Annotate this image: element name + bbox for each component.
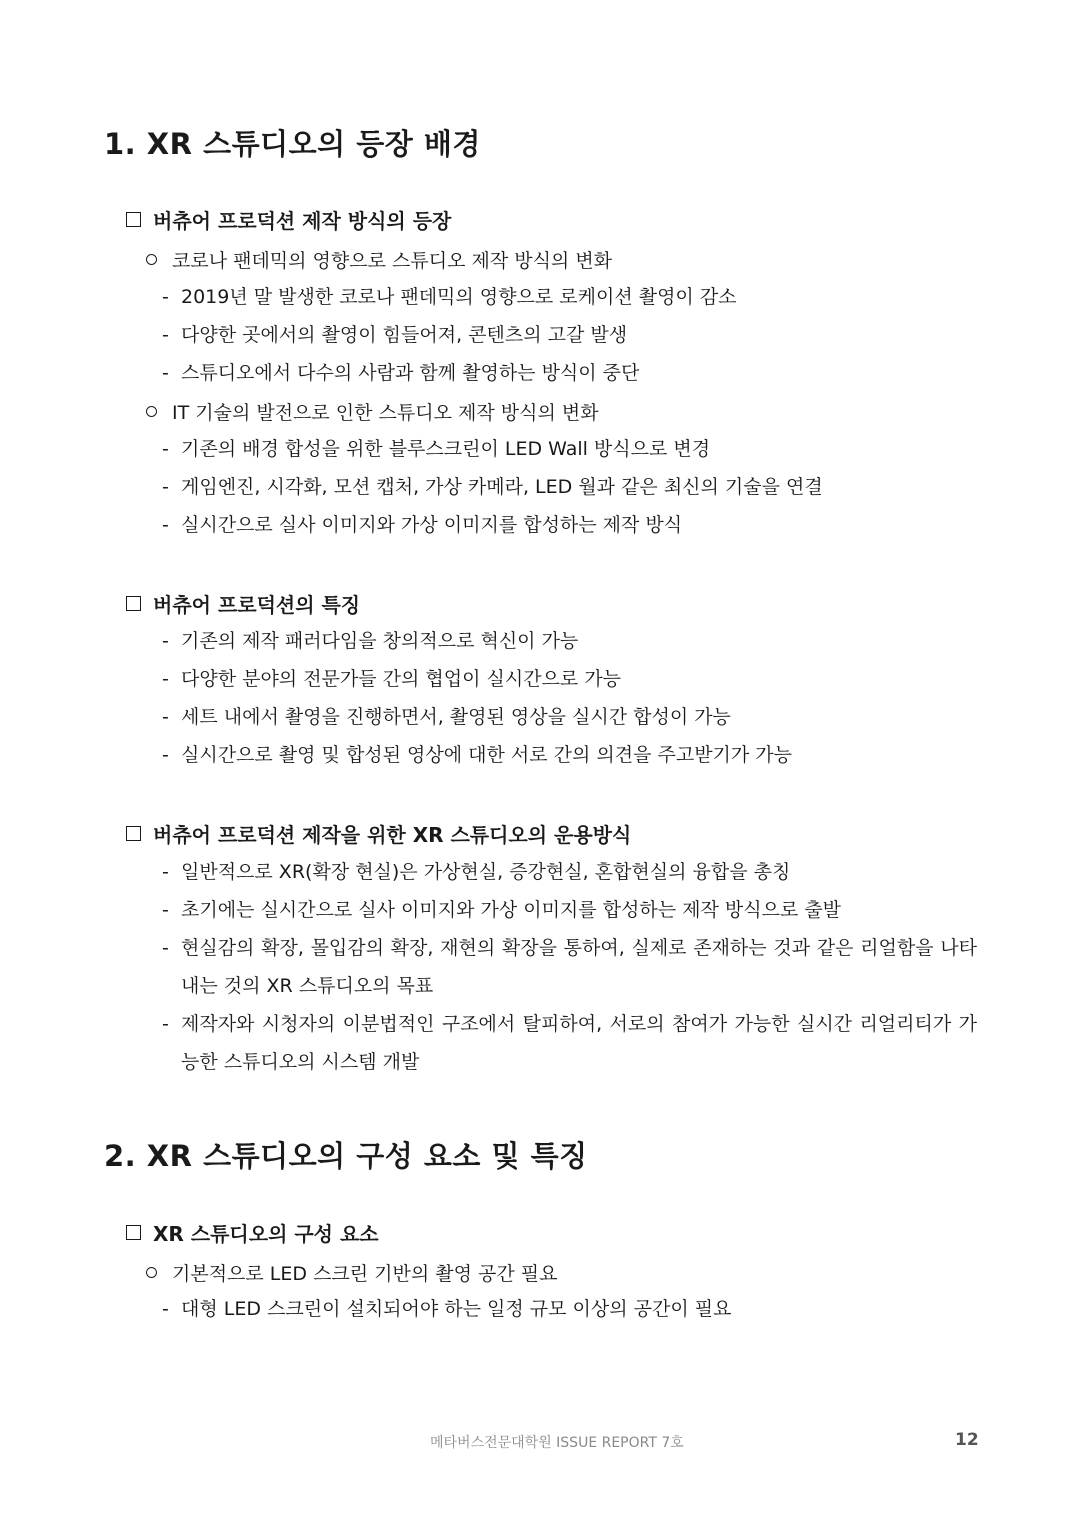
dash-marker: - <box>162 630 169 652</box>
list-item <box>162 622 977 660</box>
list-item-text: 2019년 말 발생한 코로나 팬데믹의 영향으로 로케이션 촬영이 감소 <box>181 286 737 308</box>
subsection-title-text: XR 스튜디오의 구성 요소 <box>153 1222 379 1246</box>
list-item <box>162 853 977 891</box>
list-item-text: 게임엔진, 시각화, 모션 캡처, 가상 카메라, LED 월과 같은 최신의 기술을 연결 <box>181 476 823 498</box>
list-item-text: 스튜디오에서 다수의 사람과 함께 촬영하는 방식이 중단 <box>181 362 640 384</box>
list-item <box>162 1005 977 1081</box>
dash-marker: - <box>162 324 169 346</box>
subsection-title-text: 버츄어 프로덕션의 특징 <box>153 593 361 617</box>
dash-marker: - <box>162 438 169 460</box>
page-number: 12 <box>955 1430 979 1450</box>
list-item-text: 대형 LED 스크린이 설치되어야 하는 일정 규모 이상의 공간이 필요 <box>181 1298 732 1320</box>
subsection-title-1-2 <box>126 589 360 618</box>
bullet-text: IT 기술의 발전으로 인한 스튜디오 제작 방식의 변화 <box>172 402 599 424</box>
section-heading-2: 2. XR 스튜디오의 구성 요소 및 특징 <box>104 1139 588 1173</box>
dash-marker: - <box>162 286 169 308</box>
subsection-title-2-1 <box>126 1218 379 1247</box>
dash-marker: - <box>162 514 169 536</box>
list-item-text: 세트 내에서 촬영을 진행하면서, 촬영된 영상을 실시간 합성이 가능 <box>181 706 731 728</box>
circle-bullet-icon <box>146 254 157 265</box>
dash-marker: - <box>162 937 169 959</box>
checkbox-square-icon <box>126 596 141 611</box>
circle-bullet-icon <box>146 406 157 417</box>
list-item <box>162 430 977 468</box>
list-item-text: 실시간으로 실사 이미지와 가상 이미지를 합성하는 제작 방식 <box>181 514 683 536</box>
dash-marker: - <box>162 362 169 384</box>
list-item <box>162 278 977 316</box>
list-item-text: 일반적으로 XR(확장 현실)은 가상현실, 증강현실, 혼합현실의 융합을 총칭 <box>181 861 791 883</box>
list-item <box>162 468 977 506</box>
dash-marker: - <box>162 1298 169 1320</box>
list-item-text: 다양한 곳에서의 촬영이 힘들어져, 콘텐츠의 고갈 발생 <box>181 324 628 346</box>
subsection-title-1-3 <box>126 819 631 848</box>
list-item <box>162 929 977 1005</box>
dash-marker: - <box>162 899 169 921</box>
list-item <box>162 316 977 354</box>
dash-marker: - <box>162 668 169 690</box>
dash-marker: - <box>162 706 169 728</box>
list-item-text: 다양한 분야의 전문가들 간의 협업이 실시간으로 가능 <box>181 668 622 690</box>
checkbox-square-icon <box>126 826 141 841</box>
list-item <box>162 354 977 392</box>
bullet-item <box>146 246 612 273</box>
list-item-text: 실시간으로 촬영 및 합성된 영상에 대한 서로 간의 의견을 주고받기가 가능 <box>181 744 793 766</box>
circle-bullet-icon <box>146 1267 157 1278</box>
list-item-text: 현실감의 확장, 몰입감의 확장, 재현의 확장을 통하여, 실제로 존재하는 것과 같은 리얼함을 나타내는 것의 XR 스튜디오의 목표 <box>181 937 977 997</box>
list-item <box>162 736 977 774</box>
checkbox-square-icon <box>126 1225 141 1240</box>
subsection-title-1-1 <box>126 205 451 234</box>
subsection-title-text: 버츄어 프로덕션 제작을 위한 XR 스튜디오의 운용방식 <box>153 823 632 847</box>
list-item-text: 기존의 배경 합성을 위한 블루스크린이 LED Wall 방식으로 변경 <box>181 438 711 460</box>
list-item <box>162 660 977 698</box>
bullet-text: 기본적으로 LED 스크린 기반의 촬영 공간 필요 <box>172 1263 558 1285</box>
footer-title: 메타버스전문대학원 ISSUE REPORT 7호 <box>430 1435 684 1451</box>
dash-marker: - <box>162 476 169 498</box>
list-item <box>162 506 977 544</box>
list-item-text: 초기에는 실시간으로 실사 이미지와 가상 이미지를 합성하는 제작 방식으로 출발 <box>181 899 842 921</box>
checkbox-square-icon <box>126 212 141 227</box>
dash-marker: - <box>162 861 169 883</box>
bullet-item <box>146 1259 557 1286</box>
subsection-title-text: 버츄어 프로덕션 제작 방식의 등장 <box>153 209 452 233</box>
list-item-text: 제작자와 시청자의 이분법적인 구조에서 탈피하여, 서로의 참여가 가능한 실시간 리얼리티가 가능한 스튜디오의 시스템 개발 <box>181 1013 977 1073</box>
list-item <box>162 1290 977 1328</box>
bullet-item <box>146 398 599 425</box>
section-heading-1: 1. XR 스튜디오의 등장 배경 <box>104 127 481 161</box>
dash-marker: - <box>162 744 169 766</box>
list-item <box>162 698 977 736</box>
bullet-text: 코로나 팬데믹의 영향으로 스튜디오 제작 방식의 변화 <box>172 250 613 272</box>
list-item-text: 기존의 제작 패러다임을 창의적으로 혁신이 가능 <box>181 630 579 652</box>
dash-marker: - <box>162 1013 169 1035</box>
list-item <box>162 891 977 929</box>
